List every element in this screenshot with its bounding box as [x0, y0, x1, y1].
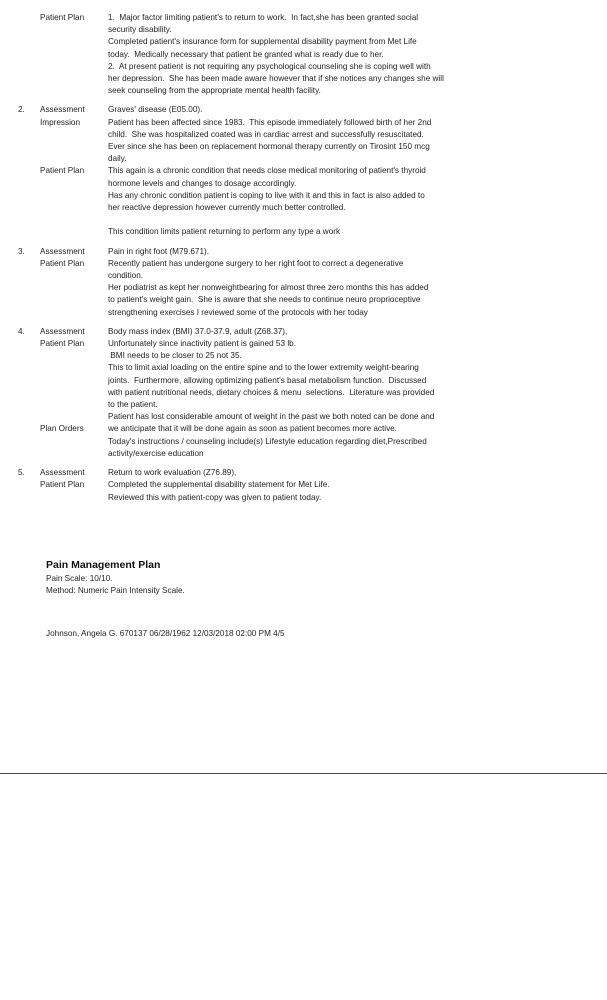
body-line: Patient has been affected since 1983. This episode immediately followed birth of her 2nd	[108, 117, 432, 127]
body-line: Completed patient's insurance form for supplemental disability payment from Met Life	[108, 37, 417, 47]
spacer	[18, 598, 589, 628]
body-line: child. She was hospitalized coated was in cardiac arrest and successfully resuscitated.	[108, 129, 424, 139]
entry-body	[108, 246, 589, 319]
entry-number: 3.	[18, 246, 25, 256]
entry-labels	[40, 104, 108, 177]
horizontal-divider	[0, 773, 607, 774]
body-line: today. Medically necessary that patient be granted what is ready due to her.	[108, 49, 384, 59]
entry-body	[108, 467, 589, 504]
document-entry	[18, 326, 589, 460]
body-line: Graves' disease (E05.00).	[108, 105, 203, 115]
body-line: Return to work evaluation (Z76.89),	[108, 468, 237, 478]
pain-management-title: Pain Management Plan	[46, 558, 161, 571]
body-line: This condition limits patient returning to perform any type a work	[108, 227, 341, 237]
entry-labels	[40, 246, 108, 270]
entry-body	[108, 12, 589, 97]
entry-labels	[40, 12, 108, 24]
body-line: Recently patient has undergone surgery to her right foot to correct a degenerative	[108, 258, 404, 268]
entry-label: Patient Plan	[40, 480, 85, 490]
entry-label: Impression	[40, 117, 81, 127]
body-line: activity/exercise education	[108, 448, 204, 458]
body-line: security disability.	[108, 25, 172, 35]
body-line: Unfortunately since inactivity patient is gained 53 lb.	[108, 339, 296, 349]
entry-label-spacer	[40, 387, 108, 399]
entry-label-spacer	[40, 362, 108, 374]
entry-labels	[40, 326, 108, 436]
body-line: Patient has lost considerable amount of weight in the past we both noted can be done and	[108, 412, 435, 422]
body-line: we anticipate that it will be done again as soon as patient becomes more active.	[108, 424, 398, 434]
entry-label: Assessment	[40, 326, 85, 336]
pain-scale-line: Pain Scale: 10/10.	[46, 573, 113, 583]
entry-label-spacer	[40, 411, 108, 423]
entry-label-spacer	[40, 141, 108, 153]
body-line: daily.	[108, 154, 127, 164]
body-line: Today's instructions / counseling include(s) Lifestyle education regarding diet,Prescribed	[108, 436, 427, 446]
entry-label: Assessment	[40, 468, 85, 478]
entry-label-spacer	[40, 350, 108, 362]
body-line: her depression. She has been made aware however that if she notices any changes she will	[108, 74, 444, 84]
spacer	[18, 97, 589, 104]
entry-label: Patient Plan	[40, 258, 85, 268]
document-entry	[18, 12, 589, 97]
entry-label: Plan Orders	[40, 424, 84, 434]
entry-body	[108, 326, 589, 460]
patient-identifier-line: Johnson, Angela G. 670137 06/28/1962 12/03/2018 02:00 PM 4/5	[46, 628, 285, 638]
entry-number: 2.	[18, 105, 25, 115]
body-line: to patient's weight gain. She is aware that she needs to continue neuro proprioceptive	[108, 295, 421, 305]
entry-labels	[40, 467, 108, 491]
entry-number: 5.	[18, 468, 25, 478]
spacer	[18, 460, 589, 467]
entry-label-spacer	[40, 153, 108, 165]
body-line: Reviewed this with patient-copy was given to patient today.	[108, 492, 322, 502]
body-line: Completed the supplemental disability statement for Met Life.	[108, 480, 330, 490]
body-line	[108, 214, 589, 226]
entry-label: Assessment	[40, 105, 85, 115]
body-line: strengthening exercises I reviewed some of the protocols with her today	[108, 307, 368, 317]
entry-label: Assessment	[40, 246, 85, 256]
body-line: Pain in right foot (M79.671).	[108, 246, 210, 256]
body-line: Ever since she has been on replacement hormonal therapy currently on Tirosint 150 mcg	[108, 142, 430, 152]
pain-method-line: Method: Numeric Pain Intensity Scale.	[46, 586, 185, 596]
body-line: seek counseling from the appropriate mental health facility.	[108, 86, 321, 96]
body-line: 2. At present patient is not requiring any psychological counseling she is coping well with	[108, 61, 431, 71]
body-line: hormone levels and changes to dosage accordingly.	[108, 178, 297, 188]
spacer	[18, 239, 589, 246]
entry-label-spacer	[40, 399, 108, 411]
entry-label: Patient Plan	[40, 13, 85, 22]
document-entry	[18, 246, 589, 319]
body-line: This to limit axial loading on the entire spine and to the lower extremity weight-bearing	[108, 363, 419, 373]
body-line: her reactive depression however currently much better controlled.	[108, 203, 346, 213]
body-line: condition.	[108, 271, 144, 281]
body-line: BMI needs to be closer to 25 not 35.	[108, 351, 242, 361]
body-line: with patient nutritional needs, dietary choices & menu selections. Literature was provided	[108, 387, 435, 397]
entry-label: Patient Plan	[40, 166, 85, 176]
body-line: Body mass index (BMI) 37.0-37.9, adult (Z68.37),	[108, 326, 288, 336]
entry-label-spacer	[40, 375, 108, 387]
entry-label: Patient Plan	[40, 339, 85, 349]
body-line: joints. Furthermore, allowing optimizing patient's basal metabolism function. Discussed	[108, 375, 427, 385]
entry-label-spacer	[40, 129, 108, 141]
document-entry	[18, 467, 589, 504]
body-line: Has any chronic condition patient is coping to live with it and this in fact is also added to	[108, 190, 425, 200]
page-footer	[18, 628, 589, 640]
body-line: This again is a chronic condition that needs close medical monitoring of patient's thyroid	[108, 166, 426, 176]
body-line: 1. Major factor limiting patient's to return to work. In fact,she has been granted social	[108, 13, 419, 22]
spacer	[18, 504, 589, 558]
document-entry	[18, 104, 589, 238]
body-line: Her podiatrist as kept her nonweightbearing for almost three zero months this has added	[108, 283, 429, 293]
pain-management-section	[18, 558, 589, 598]
entry-number: 4.	[18, 326, 25, 336]
body-line: to the patient.	[108, 400, 158, 410]
spacer	[18, 319, 589, 326]
entry-body	[108, 104, 589, 238]
